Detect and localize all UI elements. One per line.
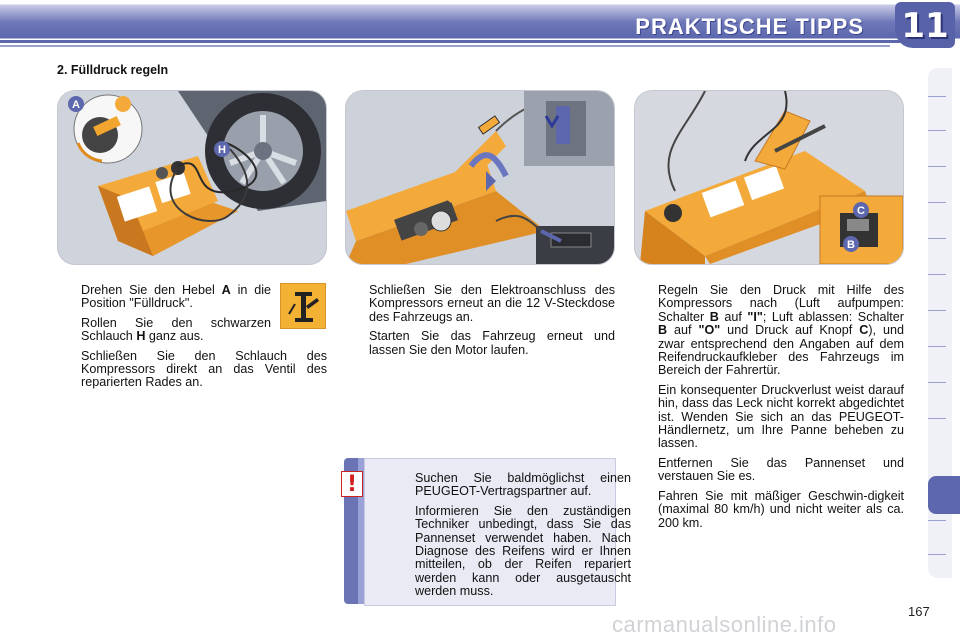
tab-divider <box>928 554 946 555</box>
list-item <box>634 490 904 530</box>
bullet-text: in die Position "Fülldruck". <box>81 283 272 311</box>
header-rule-thin <box>0 45 890 47</box>
bullet-key: "O" <box>698 323 721 338</box>
electrical-connection-illustration <box>346 91 614 264</box>
paragraph: Ein konsequenter Druckverlust weist darauf hin, dass das Leck nicht korrekt abgedichtet ist. Wenden Sie sich an das PEUGEOT-Händlernetz, um Ihre Panne beheben zu lassen. <box>658 382 904 451</box>
figure-pressure-adjust <box>634 90 904 265</box>
car-jack-icon-graphic <box>281 284 325 328</box>
bullet-key: B <box>709 309 719 324</box>
instructions-column-3 <box>634 284 904 536</box>
tab-divider <box>928 202 946 203</box>
list-item <box>345 284 615 324</box>
bullet-text: ), und zwar entsprechend den Angaben auf dem Reifendruckaufkleber des Fahrzeugs im Bereich der Fahrertür. <box>658 323 904 378</box>
bullet-text: ganz aus. <box>145 329 204 344</box>
callout-h: H <box>218 144 226 156</box>
list-item <box>395 472 631 499</box>
tab-divider <box>928 238 946 239</box>
tab-divider <box>928 418 946 419</box>
pressure-adjust-illustration <box>635 91 903 264</box>
bullet-key: "I" <box>747 309 763 324</box>
tab-divider <box>928 166 946 167</box>
tab-divider <box>928 274 946 275</box>
chapter-badge <box>895 2 955 48</box>
callout-b: B <box>847 239 855 251</box>
tab-divider <box>928 310 946 311</box>
warning-text <box>395 472 631 605</box>
tab-divider <box>928 346 946 347</box>
page-number: 167 <box>908 604 930 619</box>
compressor-wheel-illustration <box>58 91 326 264</box>
bullet-text: Schließen Sie den Elektroanschluss des Kompressors erneut an die 12 V-Steckdose des Fahrzeugs an. <box>369 283 615 324</box>
watermark: carmanualsonline.info <box>612 612 837 637</box>
bullet-text: und Druck auf Knopf <box>720 323 860 338</box>
callout-a: A <box>72 99 80 111</box>
page-title: PRAKTISCHE TIPPS <box>635 14 864 39</box>
warning-exclamation-icon: ! <box>341 471 363 497</box>
car-jack-icon <box>280 283 326 329</box>
bullet-key: B <box>658 323 668 338</box>
warning-box <box>344 458 631 604</box>
bullet-text: ; Luft ablassen: Schalter <box>762 309 904 324</box>
list-item <box>57 350 327 390</box>
bullet-text: Schließen Sie den Schlauch des Kompressors direkt an das Ventil des reparierten Rades an. <box>81 348 327 390</box>
tab-divider <box>928 130 946 131</box>
chapter-tab-active[interactable] <box>928 476 960 514</box>
bullet-text: Fahren Sie mit mäßiger Geschwin-digkeit (maximal 80 km/h) und nicht weiter als ca. 200 km. <box>658 488 904 530</box>
section-heading: 2. Fülldruck regeln <box>57 63 169 77</box>
chapter-number: 11 <box>901 6 949 46</box>
tab-divider <box>928 96 946 97</box>
bullet-key: A <box>221 283 231 297</box>
tab-divider <box>928 382 946 383</box>
list-item <box>345 330 615 357</box>
bullet-text: Rollen Sie den schwarzen Schlauch <box>81 315 271 344</box>
bullet-text: Starten Sie das Fahrzeug erneut und lassen Sie den Motor laufen. <box>369 329 615 357</box>
bullet-text: auf <box>667 323 699 338</box>
bullet-key: C <box>859 323 869 338</box>
bullet-text: Regeln Sie den Druck mit Hilfe des Kompressors nach (Luft aufpumpen: Schalter <box>658 283 904 324</box>
list-item <box>634 457 904 484</box>
figure-electrical-connection <box>345 90 615 265</box>
header-rule <box>0 40 900 43</box>
instructions-column-2 <box>345 284 615 363</box>
tab-divider <box>928 520 946 521</box>
bullet-key: H <box>136 329 146 344</box>
bullet-text: Drehen Sie den Hebel <box>81 283 222 297</box>
warning-body <box>364 458 631 606</box>
bullet-text: auf <box>718 309 748 324</box>
bullet-text: Entfernen Sie das Pannenset und verstauen Sie es. <box>658 455 904 484</box>
callout-c: C <box>857 205 865 217</box>
paragraph: Informieren Sie den zuständigen Techniker unbedingt, dass Sie das Pannenset verwendet haben. Nach Diagnose des Reifens wird er Ihnen mitteilen, ob der Reifen repariert werden kann oder ausgetauscht werden muss. <box>415 503 631 599</box>
figure-compressor-wheel <box>57 90 327 265</box>
bullet-text: Suchen Sie baldmöglichst einen PEUGEOT-Vertragspartner auf. <box>415 471 631 499</box>
list-item <box>634 284 904 378</box>
